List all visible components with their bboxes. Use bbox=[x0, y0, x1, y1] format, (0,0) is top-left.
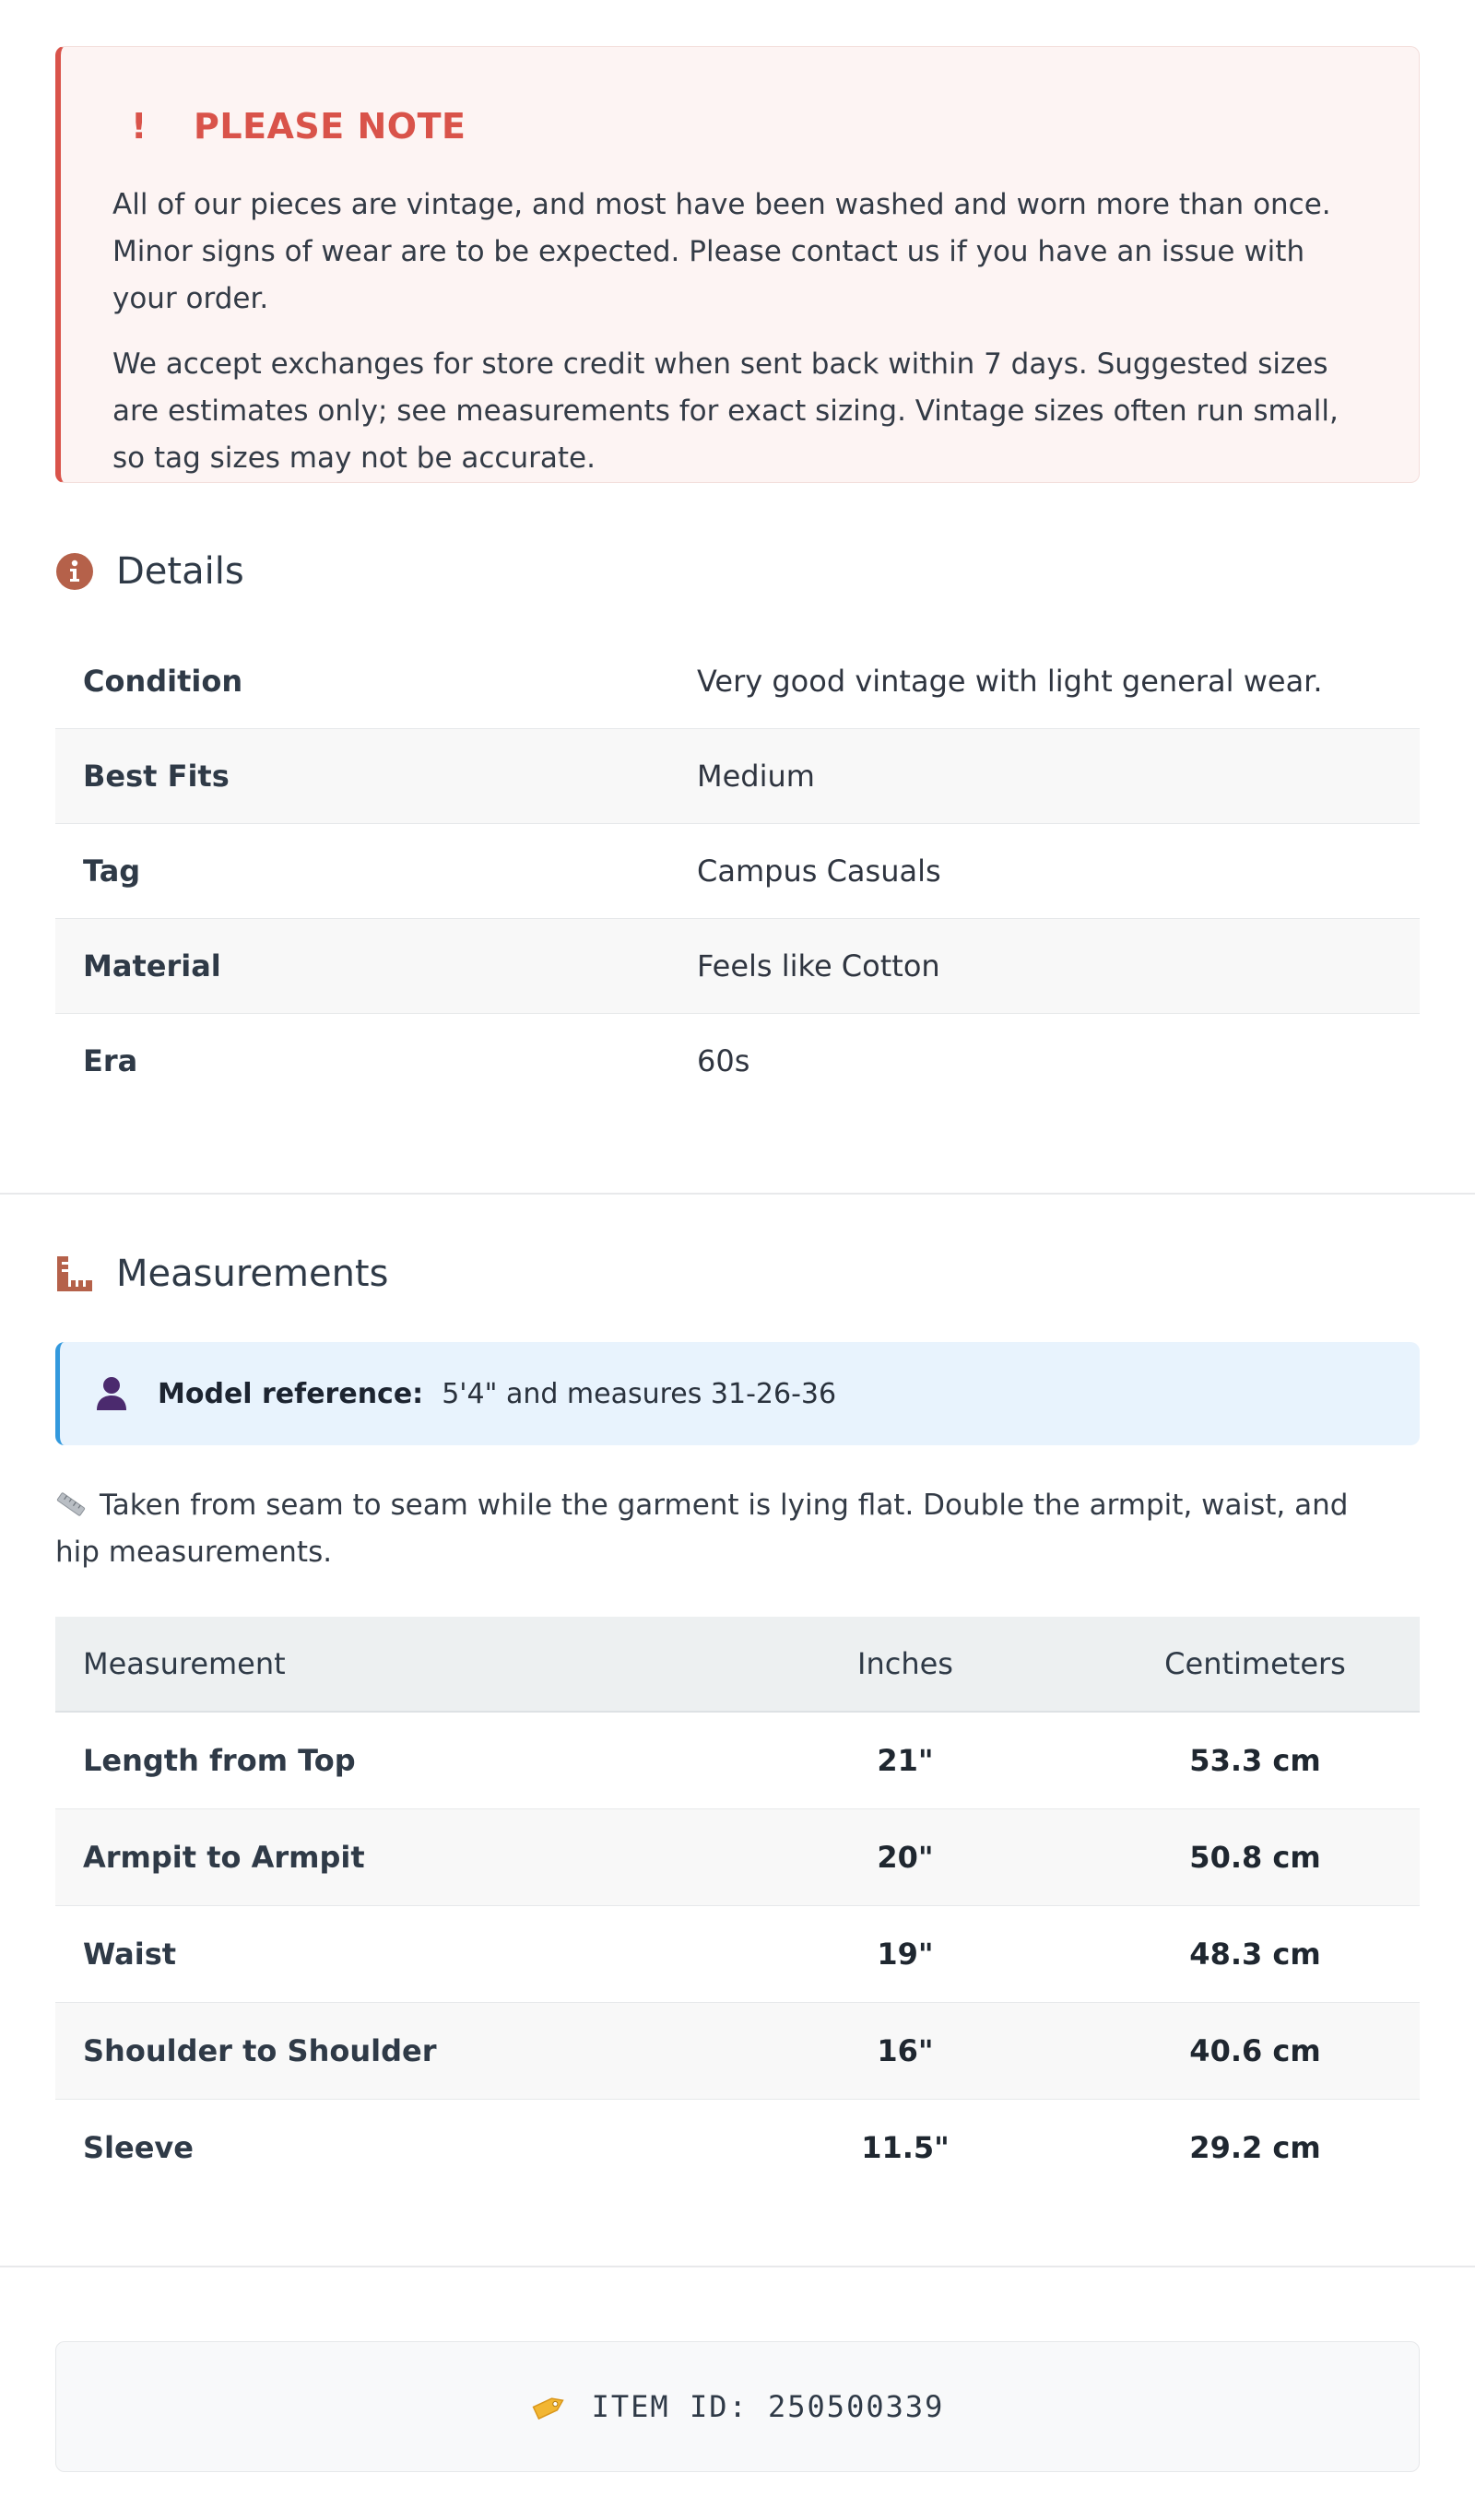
notice-header bbox=[112, 99, 1371, 154]
measurement-inches: 21" bbox=[720, 1712, 1091, 1809]
details-row bbox=[55, 824, 1420, 919]
details-label: Best Fits bbox=[55, 729, 669, 824]
measurement-note-text: Taken from seam to seam while the garment is lying flat. Double the armpit, waist, and hip measurements. bbox=[55, 1489, 1349, 1569]
notice-box bbox=[55, 46, 1420, 483]
measurement-inches: 16" bbox=[720, 2003, 1091, 2100]
straight-ruler-icon bbox=[55, 1485, 87, 1511]
details-row bbox=[55, 1014, 1420, 1109]
details-value: 60s bbox=[697, 1043, 750, 1078]
table-row bbox=[55, 1906, 1420, 2003]
measurement-name: Waist bbox=[55, 1906, 720, 2003]
model-reference-box bbox=[55, 1342, 1420, 1445]
section-divider bbox=[0, 1193, 1475, 1195]
exclamation-icon: ! bbox=[131, 106, 148, 147]
details-header bbox=[55, 544, 1420, 599]
model-reference-label: Model reference: bbox=[158, 1377, 424, 1410]
tag-icon bbox=[531, 2393, 568, 2420]
person-icon bbox=[95, 1375, 128, 1412]
measurements-title: Measurements bbox=[116, 1253, 389, 1295]
details-value: Very good vintage with light general wear. bbox=[669, 634, 1420, 729]
notice-paragraph: We accept exchanges for store credit when sent back within 7 days. Suggested sizes are estimates only; see measurements for exact sizing. Vintage sizes often run small, so tag sizes may not be accurate. bbox=[112, 347, 1339, 475]
info-icon bbox=[55, 552, 94, 591]
column-header: Inches bbox=[720, 1617, 1091, 1712]
details-label: Material bbox=[55, 919, 669, 1014]
details-label: Era bbox=[83, 1043, 138, 1078]
table-row bbox=[55, 1809, 1420, 1906]
measurement-name: Sleeve bbox=[83, 2130, 194, 2165]
measurement-inches: 11.5" bbox=[861, 2130, 950, 2165]
details-label: Condition bbox=[55, 634, 669, 729]
measurement-inches: 20" bbox=[720, 1809, 1091, 1906]
details-value: Campus Casuals bbox=[669, 824, 1420, 919]
measurement-name: Armpit to Armpit bbox=[55, 1809, 720, 1906]
details-title: Details bbox=[116, 550, 244, 593]
details-row bbox=[55, 634, 1420, 729]
table-row bbox=[55, 2003, 1420, 2100]
measurement-inches: 19" bbox=[720, 1906, 1091, 2003]
column-header: Measurement bbox=[55, 1617, 720, 1712]
notice-paragraph: All of our pieces are vintage, and most have been washed and worn more than once. Minor signs of wear are to be expected. Please contact us if you have an issue with your order. bbox=[112, 188, 1331, 315]
column-header: Centimeters bbox=[1091, 1617, 1420, 1712]
details-label: Tag bbox=[55, 824, 669, 919]
model-reference-value: 5'4" and measures 31-26-36 bbox=[442, 1377, 837, 1410]
measurements-header bbox=[55, 1246, 1420, 1301]
details-value: Feels like Cotton bbox=[669, 919, 1420, 1014]
measurement-name: Length from Top bbox=[55, 1712, 720, 1809]
measurement-cm: 48.3 cm bbox=[1091, 1906, 1420, 2003]
measurements-table bbox=[55, 1617, 1420, 2196]
measurement-cm: 53.3 cm bbox=[1091, 1712, 1420, 1809]
table-row bbox=[55, 1712, 1420, 1809]
measurement-name: Shoulder to Shoulder bbox=[55, 2003, 720, 2100]
measurement-cm: 40.6 cm bbox=[1091, 2003, 1420, 2100]
details-row bbox=[55, 919, 1420, 1014]
table-header-row bbox=[55, 1617, 1420, 1712]
notice-title: PLEASE NOTE bbox=[194, 106, 466, 147]
details-value: Medium bbox=[669, 729, 1420, 824]
item-id-box bbox=[55, 2341, 1420, 2472]
measurement-note bbox=[55, 1482, 1364, 1576]
measurement-cm: 29.2 cm bbox=[1189, 2130, 1321, 2165]
item-id-text: ITEM ID: 250500339 bbox=[591, 2389, 945, 2424]
measurement-cm: 50.8 cm bbox=[1091, 1809, 1420, 1906]
section-divider bbox=[0, 2266, 1475, 2267]
table-row bbox=[55, 2100, 1420, 2196]
details-row bbox=[55, 729, 1420, 824]
ruler-icon bbox=[55, 1254, 94, 1293]
details-table bbox=[55, 634, 1420, 1108]
